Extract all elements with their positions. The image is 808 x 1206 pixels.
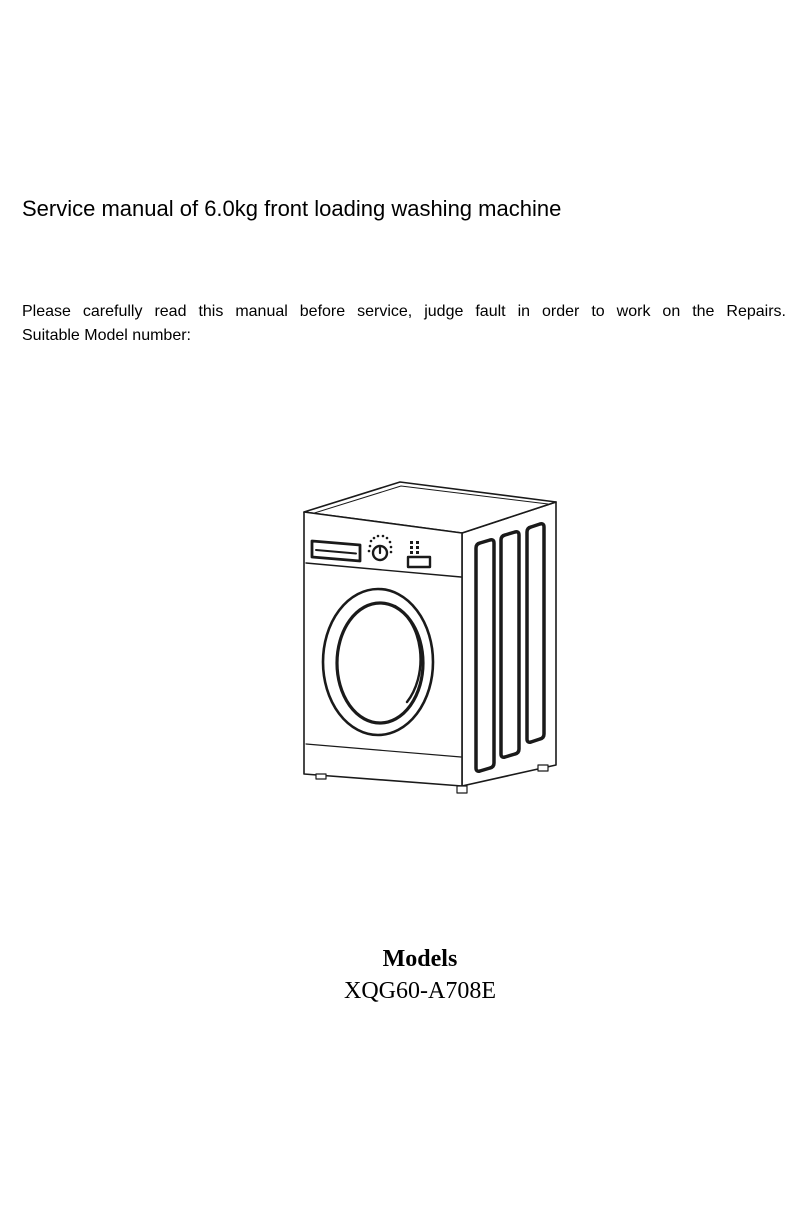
model-number: XQG60-A708E [344, 978, 496, 1004]
page-title: Service manual of 6.0kg front loading washing machine [22, 196, 562, 221]
rear-right-foot [538, 765, 548, 771]
suitable-model-label: Suitable Model number: [22, 327, 191, 344]
side-panel-groove [501, 532, 519, 757]
front-left-foot [316, 774, 326, 779]
side-panel-groove [527, 524, 544, 742]
intro-instruction: Please carefully read this manual before service, judge fault in order to work on the Repairs. [22, 303, 786, 320]
door-outer-ring[interactable] [323, 589, 433, 735]
intro-paragraph [22, 300, 786, 348]
display-window [408, 557, 430, 567]
front-right-foot [457, 786, 467, 793]
models-heading: Models [382, 946, 458, 972]
washing-machine-illustration [290, 476, 570, 802]
side-panel-groove [476, 540, 494, 771]
